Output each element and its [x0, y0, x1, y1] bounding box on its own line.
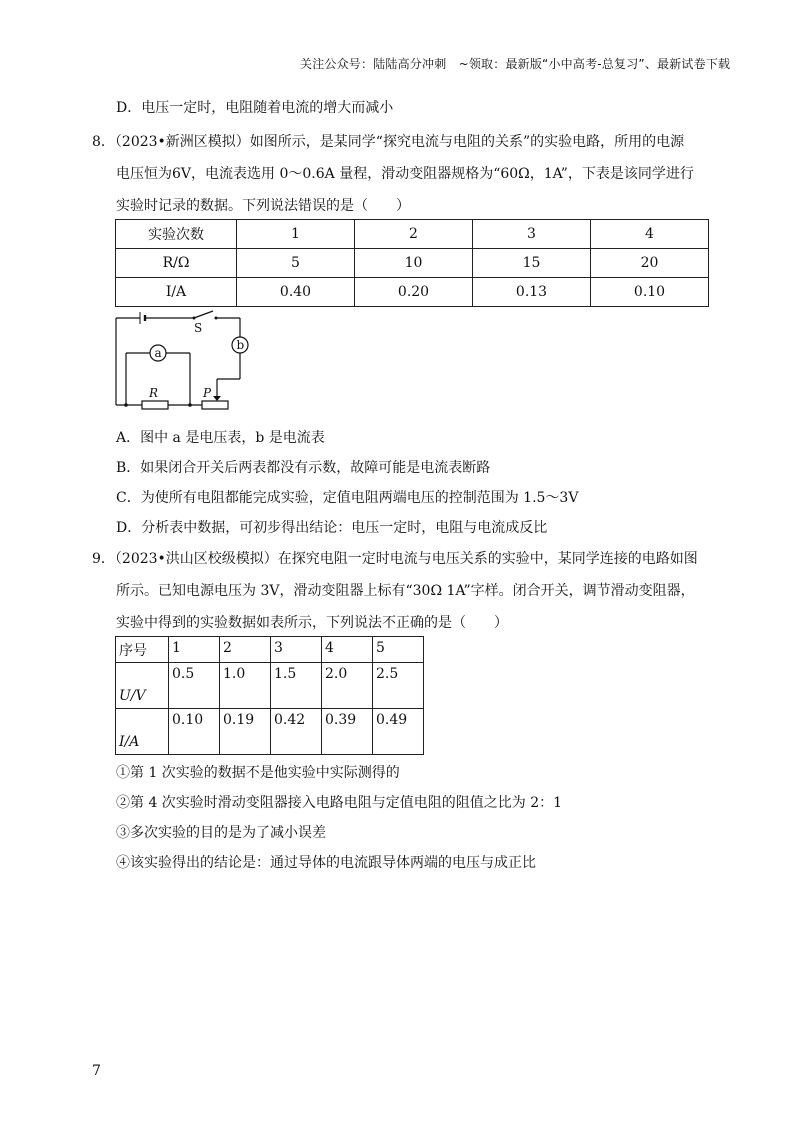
table-cell: 0.49: [373, 709, 424, 755]
switch-contact: [215, 317, 218, 320]
q9-statement-3: ③多次实验的目的是为了减小误差: [116, 825, 326, 841]
u-label: U/V: [119, 688, 146, 704]
junction-dot: [188, 403, 192, 407]
table-cell: 0.10: [169, 709, 220, 755]
table-cell: 1: [169, 637, 220, 663]
table-cell: 4: [591, 220, 709, 249]
slider-label: P: [203, 386, 212, 400]
table-cell: 4: [322, 637, 373, 663]
table-cell: [116, 709, 169, 755]
table-cell: 0.20: [355, 278, 473, 307]
meter-b-label: b: [236, 338, 245, 352]
table-cell: 5: [373, 637, 424, 663]
q8-stem-line1: 8．（2023•新洲区模拟）如图所示，是某同学“探究电流与电阻的关系”的实验电路，所用的电源: [92, 134, 685, 150]
table-cell: 2: [355, 220, 473, 249]
resistor-label: R: [149, 386, 159, 400]
meter-a-label: a: [154, 346, 162, 360]
table-row: [116, 663, 424, 709]
q8-option-a: A．图中 a 是电压表，b 是电流表: [116, 430, 325, 446]
table-cell: I/A: [116, 278, 237, 307]
q8-stem-line3: 实验时记录的数据。下列说法错误的是（ ）: [116, 198, 410, 214]
switch-blade: [194, 311, 213, 318]
resistor-r: [142, 401, 168, 409]
table-cell: 2.0: [322, 663, 373, 709]
slider-arrow: [213, 396, 221, 401]
circuit-diagram: [110, 306, 260, 414]
page-number: 7: [92, 1063, 101, 1079]
page-header: 关注公众号：陆陆高分冲刺 ~领取：最新版“小中高考-总复习”、最新试卷下载: [300, 57, 731, 71]
table-cell: [116, 663, 169, 709]
table-cell: 0.19: [220, 709, 271, 755]
q8-stem-line2: 电压恒为6V，电流表选用 0～0.6A 量程，滑动变阻器规格为“60Ω，1A”，下表是该同学进行: [116, 166, 694, 182]
table-row: [116, 220, 709, 249]
table-cell: 1.0: [220, 663, 271, 709]
q8-option-d: D．分析表中数据，可初步得出结论：电压一定时，电阻与电流成反比: [116, 520, 548, 536]
table-cell: 20: [591, 249, 709, 278]
q9-statement-4: ④该实验得出的结论是：通过导体的电流跟导体两端的电压与成正比: [116, 855, 536, 871]
switch-contact: [193, 317, 196, 320]
table-cell: 5: [237, 249, 355, 278]
q8-data-table: [115, 219, 709, 307]
table-cell: 0.13: [473, 278, 591, 307]
q9-stem-line1: 9．（2023•洪山区校级模拟）在探究电阻一定时电流与电压关系的实验中，某同学连接的电路如图: [92, 551, 698, 567]
table-cell: R/Ω: [116, 249, 237, 278]
table-cell: 0.10: [591, 278, 709, 307]
junction-dot: [124, 403, 128, 407]
table-cell: 10: [355, 249, 473, 278]
switch-label: S: [194, 321, 203, 335]
prev-option-d: D．电压一定时，电阻随着电流的增大而减小: [116, 100, 394, 116]
table-cell: 3: [473, 220, 591, 249]
table-cell: 序号: [116, 637, 169, 663]
table-cell: 实验次数: [116, 220, 237, 249]
q9-statement-2: ②第 4 次实验时滑动变阻器接入电路电阻与定值电阻的阻值之比为 2：1: [116, 795, 563, 811]
q9-stem-line3: 实验中得到的实验数据如表所示，下列说法不正确的是（ ）: [116, 615, 508, 631]
q9-data-table: [115, 636, 424, 755]
table-cell: 1.5: [271, 663, 322, 709]
q9-statement-1: ①第 1 次实验的数据不是他实验中实际测得的: [116, 765, 400, 781]
table-cell: 0.5: [169, 663, 220, 709]
table-cell: 0.42: [271, 709, 322, 755]
q8-option-c: C．为使所有电阻都能完成实验，定值电阻两端电压的控制范围为 1.5～3V: [116, 490, 579, 506]
table-cell: 2: [220, 637, 271, 663]
table-cell: 3: [271, 637, 322, 663]
q8-option-b: B．如果闭合开关后两表都没有示数，故障可能是电流表断路: [116, 460, 491, 476]
table-cell: 15: [473, 249, 591, 278]
table-row: [116, 709, 424, 755]
rheostat: [202, 401, 228, 409]
table-cell: 2.5: [373, 663, 424, 709]
table-row: [116, 249, 709, 278]
table-cell: 0.39: [322, 709, 373, 755]
table-row: [116, 278, 709, 307]
table-cell: 1: [237, 220, 355, 249]
i-label: I/A: [119, 734, 140, 750]
table-row: [116, 637, 424, 663]
table-cell: 0.40: [237, 278, 355, 307]
q9-stem-line2: 所示。已知电源电压为 3V，滑动变阻器上标有“30Ω 1A”字样。闭合开关，调节滑动变阻器，: [116, 583, 695, 599]
